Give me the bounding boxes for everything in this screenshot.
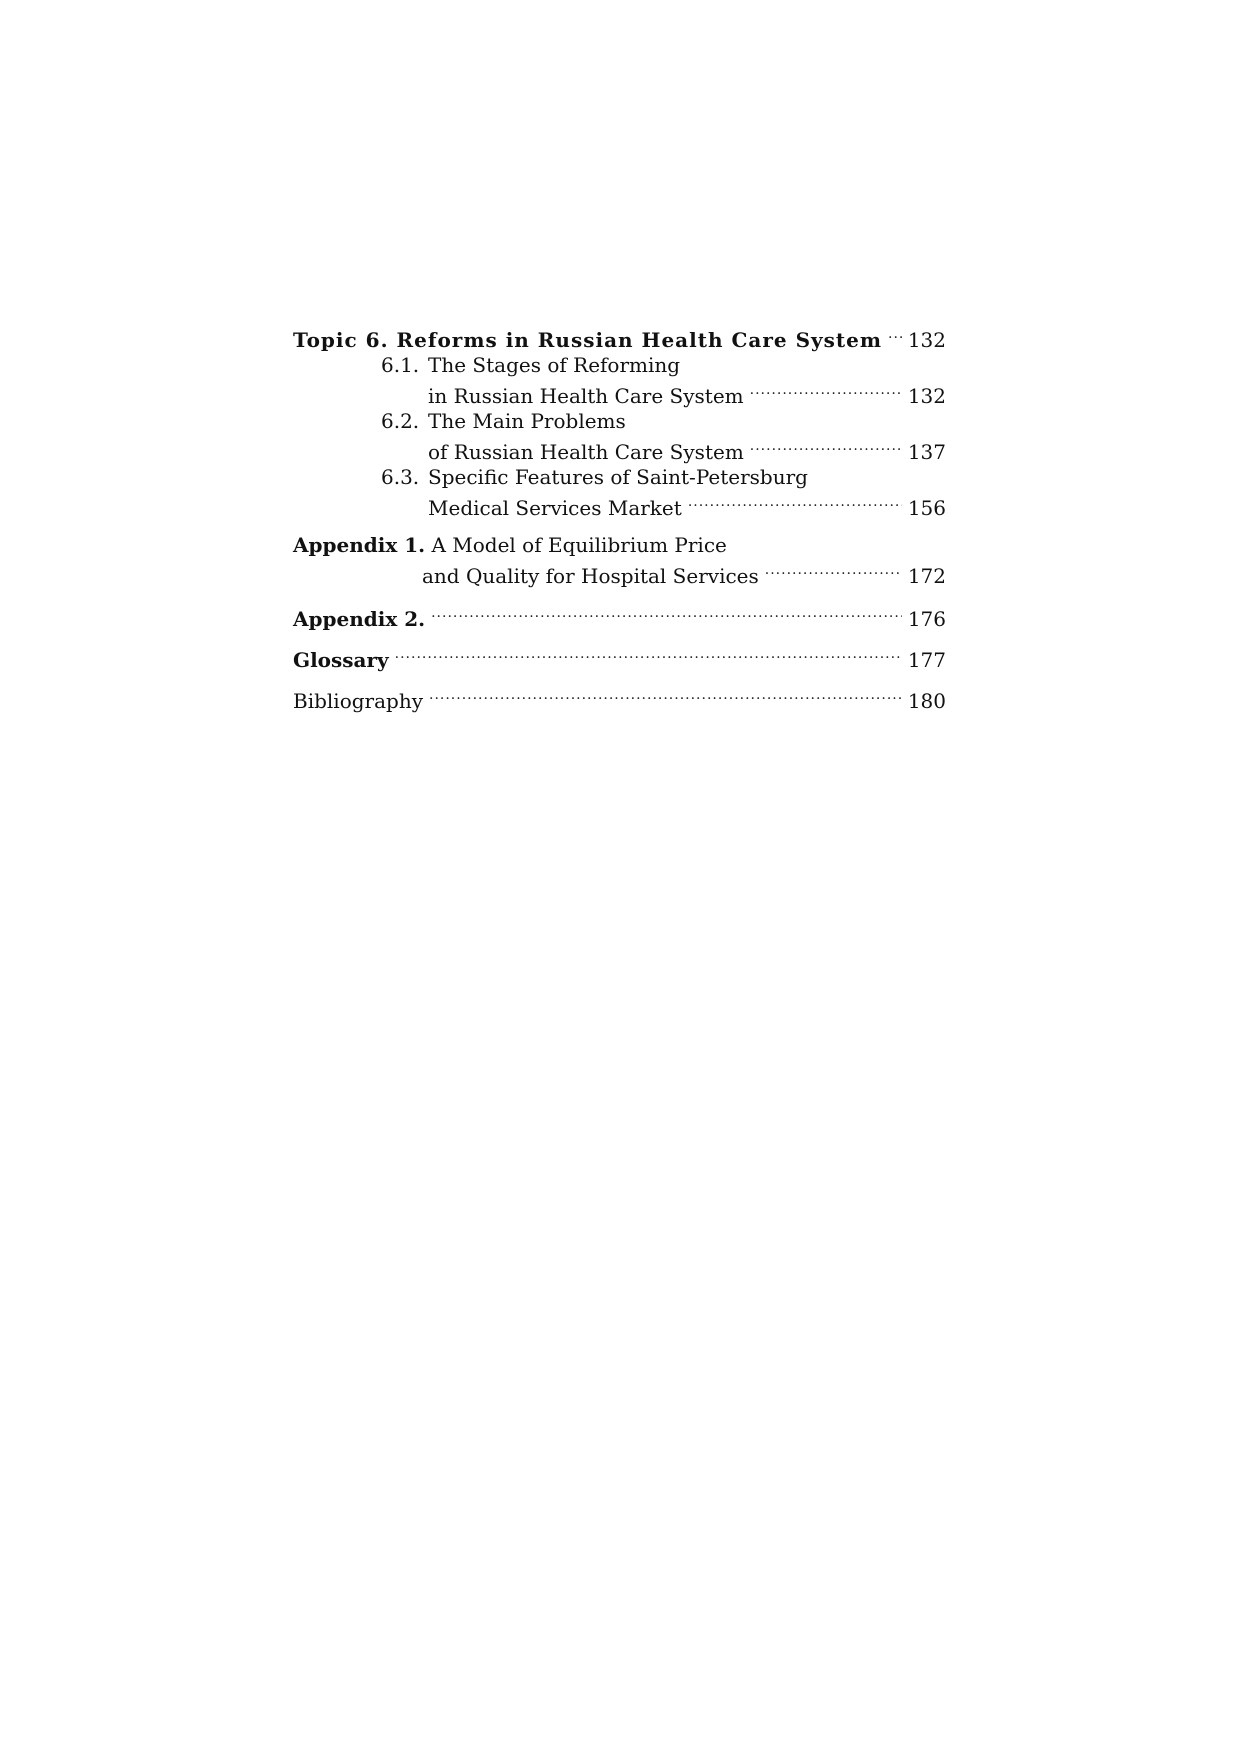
toc-entry-bibliography[interactable] <box>293 683 946 714</box>
toc-page-number: 172 <box>907 564 946 588</box>
toc-page-number: 180 <box>907 689 946 713</box>
section-number: 6.2. <box>381 409 420 433</box>
section-title-line1: The Main Problems <box>428 409 626 433</box>
toc-page-number: 156 <box>907 496 946 520</box>
dot-leader <box>750 434 902 459</box>
table-of-contents <box>293 322 946 714</box>
section-number: 6.3. <box>381 465 420 489</box>
appendix-title-line1: A Model of Equilibrium Price <box>431 533 727 557</box>
toc-entry-appendix-1[interactable] <box>293 533 946 589</box>
appendix-title-line2: and Quality for Hospital Services <box>422 564 759 588</box>
toc-page-number: 132 <box>907 384 946 408</box>
toc-page-number: 177 <box>907 648 946 672</box>
toc-section-6-3[interactable] <box>381 465 946 521</box>
dot-leader <box>688 490 902 515</box>
appendix-label: Appendix 1. <box>293 533 426 557</box>
dot-leader <box>429 683 902 708</box>
toc-entry-title: Appendix 2. <box>293 607 426 631</box>
toc-page-number: 132 <box>907 328 946 352</box>
section-title-line1: The Stages of Reforming <box>428 353 681 377</box>
dot-leader <box>888 322 902 347</box>
toc-page-number: 176 <box>907 607 946 631</box>
dot-leader <box>750 378 902 403</box>
dot-leader <box>765 558 902 583</box>
dot-leader <box>431 601 902 626</box>
section-number: 6.1. <box>381 353 420 377</box>
dot-leader <box>395 642 902 667</box>
toc-entry-topic-6[interactable] <box>293 322 946 353</box>
section-title-line1: Specific Features of Saint-Petersburg <box>428 465 808 489</box>
toc-page-number: 137 <box>907 440 946 464</box>
toc-entry-title: Topic 6. Reforms in Russian Health Care System <box>293 328 883 352</box>
toc-entry-title: Glossary <box>293 648 389 672</box>
toc-entry-glossary[interactable] <box>293 642 946 673</box>
toc-entry-title: Bibliography <box>293 689 423 713</box>
section-title-line2: Medical Services Market <box>428 496 682 520</box>
toc-section-6-2[interactable] <box>381 409 946 465</box>
toc-entry-appendix-2[interactable] <box>293 601 946 632</box>
section-title-line2: in Russian Health Care System <box>428 384 744 408</box>
section-title-line2: of Russian Health Care System <box>428 440 744 464</box>
toc-section-6-1[interactable] <box>381 353 946 409</box>
